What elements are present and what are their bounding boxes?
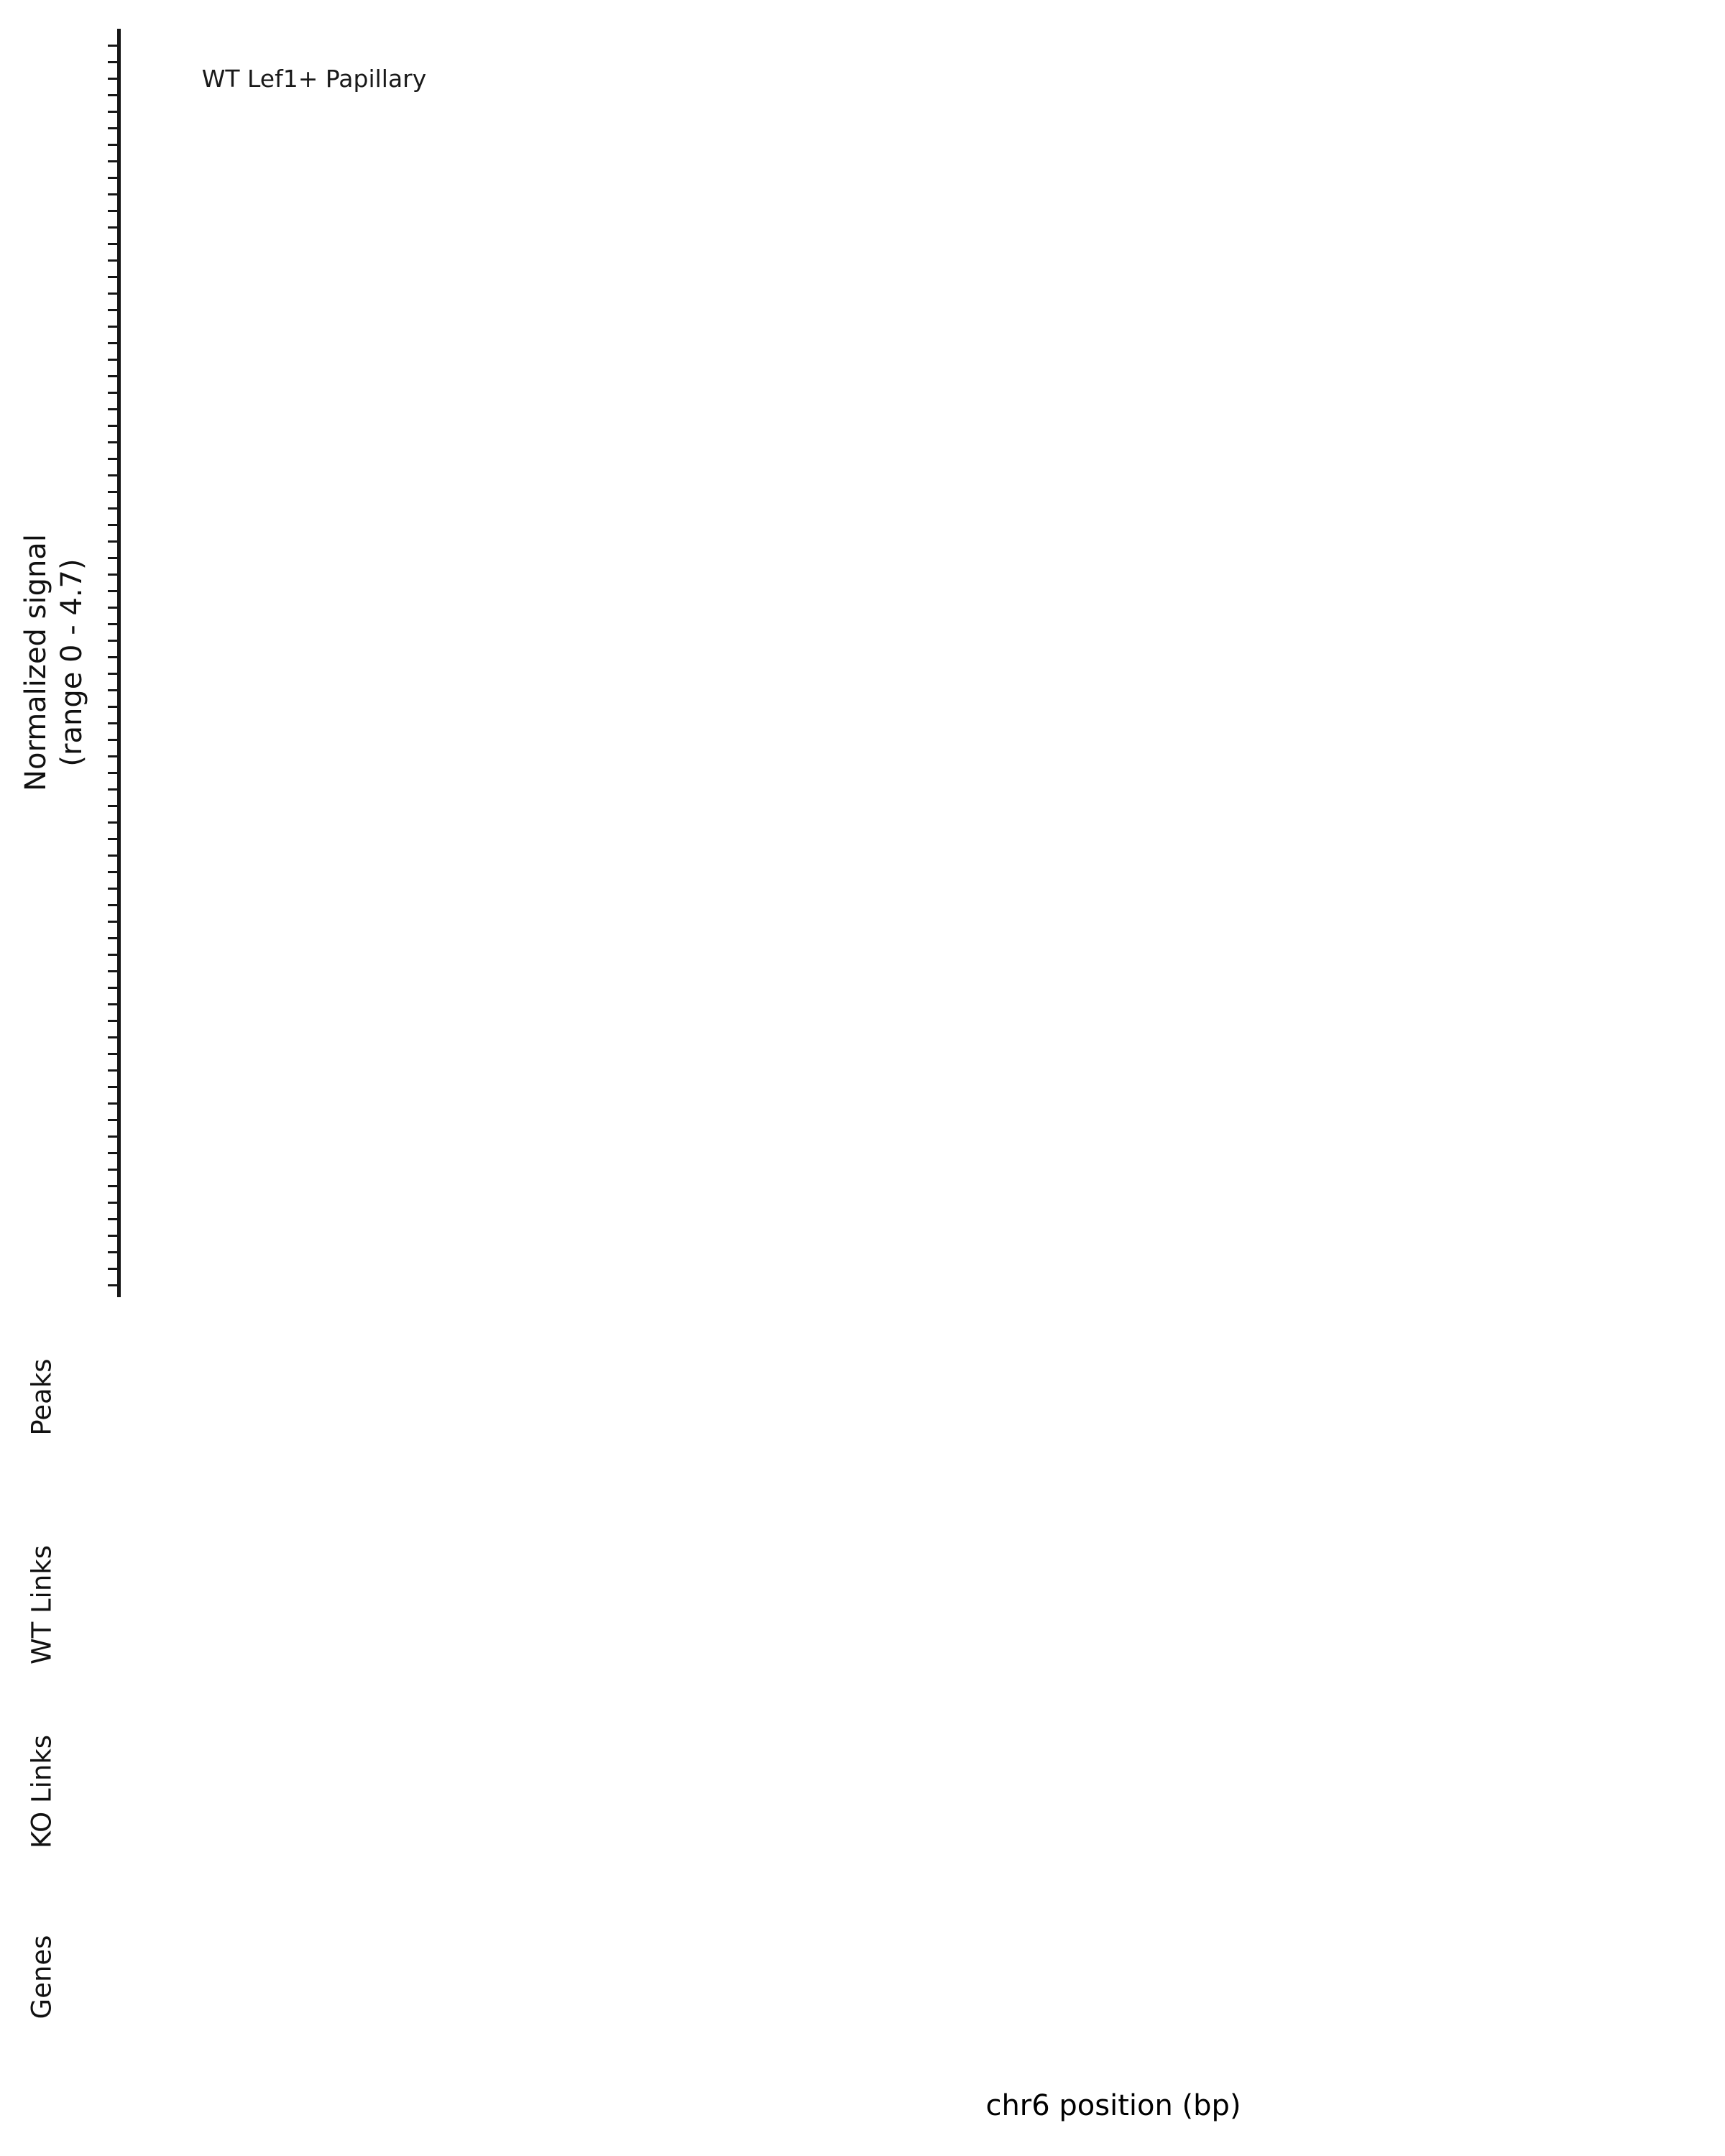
signal-axis-minor-tick [108,557,117,559]
signal-axis-minor-tick [108,1119,117,1121]
signal-axis-minor-tick [108,739,117,741]
signal-axis-minor-tick [108,474,117,476]
signal-axis-minor-tick [108,623,117,625]
signal-axis-minor-tick [108,788,117,791]
signal-axis-minor-tick [108,375,117,377]
section-label-genes: Genes [26,1935,58,2019]
signal-axis-minor-tick [108,392,117,394]
signal-axis-minor-tick [108,722,117,724]
signal-axis-minor-tick [108,160,117,162]
signal-axis-minor-tick [108,1036,117,1038]
signal-axis-minor-tick [108,326,117,328]
signal-axis-minor-tick [108,524,117,526]
signal-axis-minor-tick [108,144,117,146]
signal-axis-minor-tick [108,210,117,212]
signal-axis-minor-tick [108,1053,117,1055]
signal-axis-minor-tick [108,656,117,658]
signal-axis-minor-tick [108,904,117,906]
signal-axis-minor-tick [108,491,117,493]
signal-axis-minor-tick [108,755,117,757]
signal-axis-minor-tick [108,1020,117,1022]
signal-axis-minor-tick [108,177,117,179]
signal-axis-minor-tick [108,111,117,113]
signal-axis-minor-tick [108,342,117,344]
signal-axis-minor-tick [108,1268,117,1270]
signal-axis-minor-tick [108,871,117,873]
signal-axis-minor-tick [108,954,117,956]
y-axis-label-line2: (range 0 - 4.7) [55,558,88,767]
signal-axis-minor-tick [108,226,117,229]
signal-axis-minor-tick [108,921,117,923]
signal-axis-minor-tick [108,706,117,708]
signal-axis-minor-tick [108,1152,117,1154]
signal-axis-minor-tick [108,607,117,609]
signal-axis-minor-tick [108,1218,117,1220]
x-axis-title: chr6 position (bp) [985,2089,1241,2122]
signal-axis-minor-tick [108,772,117,774]
signal-axis-minor-tick [108,61,117,63]
signal-axis-minor-tick [108,590,117,592]
signal-axis-minor-tick [108,408,117,410]
signal-axis-minor-tick [108,425,117,427]
signal-axis-minor-tick [108,276,117,278]
signal-axis-minor-tick [108,127,117,129]
signal-axis-minor-tick [108,838,117,840]
signal-axis-minor-tick [108,1251,117,1253]
track-label-wt-lef1-papillary: WT Lef1+ Papillary [201,65,427,93]
section-label-ko-links: KO Links [26,1734,58,1849]
signal-axis-minor-tick [108,507,117,510]
signal-axis-minor-tick [108,259,117,262]
signal-axis-minor-tick [108,1202,117,1204]
signal-axis-minor-tick [108,441,117,443]
y-axis-label-line1: Normalized signal [19,534,52,791]
signal-axis-minor-tick [108,1235,117,1237]
signal-axis-minor-tick [108,987,117,989]
signal-axis-minor-tick [108,573,117,576]
signal-axis-minor-tick [108,94,117,96]
signal-axis-minor-tick [108,673,117,675]
signal-axis-minor-tick [108,970,117,972]
signal-axis-minor-tick [108,45,117,47]
y-axis-label [18,534,90,791]
signal-axis-minor-tick [108,540,117,543]
signal-axis-minor-tick [108,821,117,824]
signal-axis-minor-tick [108,1086,117,1088]
signal-axis-minor-tick [108,1102,117,1105]
signal-axis-minor-tick [108,1003,117,1005]
signal-axis-minor-tick [108,854,117,857]
signal-axis-minor-tick [108,689,117,691]
signal-axis-minor-tick [108,193,117,195]
signal-axis-minor-tick [108,359,117,361]
signal-axis-line [117,29,121,1297]
signal-axis-minor-tick [108,1069,117,1072]
signal-axis-minor-tick [108,1185,117,1187]
signal-axis-minor-tick [108,292,117,295]
signal-axis-minor-tick [108,937,117,939]
section-label-wt-links: WT Links [26,1545,58,1664]
signal-axis-minor-tick [108,805,117,807]
signal-axis-minor-tick [108,1169,117,1171]
signal-axis-minor-tick [108,1284,117,1286]
signal-axis-minor-tick [108,243,117,245]
signal-axis-minor-tick [108,888,117,890]
signal-axis-minor-tick [108,1135,117,1138]
signal-axis-minor-tick [108,640,117,642]
signal-axis-minor-tick [108,78,117,80]
section-label-peaks: Peaks [26,1358,58,1436]
signal-axis-minor-tick [108,309,117,311]
signal-axis-minor-tick [108,458,117,460]
